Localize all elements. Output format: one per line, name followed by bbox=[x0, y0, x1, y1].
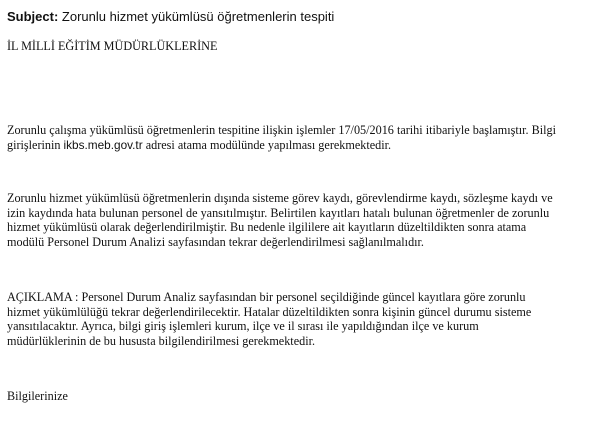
paragraph-line bbox=[7, 138, 597, 153]
paragraph-line: hizmet yükümlüsü olarak değerlendirilmiştir. Bu nedenle ilgililere ait kayıtların düzeltildikten sonra atama bbox=[7, 220, 527, 235]
subject-label: Subject: bbox=[7, 9, 59, 24]
subject-text: Zorunlu hizmet yükümlüsü öğretmenlerin tespiti bbox=[61, 9, 335, 24]
paragraph-line: yansıtılacaktır. Ayrıca, bilgi giriş işlemleri kurum, ilçe ve il sırası ile yapıldığından ilçe ve kurum bbox=[7, 319, 479, 334]
paragraph-line: modülü Personel Durum Analizi sayfasından tekrar değerlendirilmesi sağlanılmalıdır. bbox=[7, 234, 424, 249]
paragraph-start-date bbox=[7, 123, 597, 152]
paragraph-line: hizmet yükümlülüğü tekrar değerlendirilecektir. Hatalar düzeltildikten sonra kişinin güncel durumu sisteme bbox=[7, 304, 532, 319]
addressee: İL MİLLİ EĞİTİM MÜDÜRLÜKLERİNE bbox=[7, 39, 218, 53]
paragraph-records bbox=[7, 191, 597, 249]
paragraph-line: müdürlüklerinin de bu hususta bilgilendirilmesi gerekmektedir. bbox=[7, 333, 316, 348]
ikbs-address: ikbs.meb.gov.tr bbox=[63, 137, 143, 152]
paragraph-explanation bbox=[7, 290, 597, 348]
subject-line bbox=[7, 9, 334, 24]
paragraph-line: AÇIKLAMA : Personel Durum Analiz sayfasından bir personel seçildiğinde güncel kayıtlara göre zorunlu bbox=[7, 290, 526, 304]
paragraph-line: Zorunlu çalışma yükümlüsü öğretmenlerin tespitine ilişkin işlemler 17/05/2016 tarihi itibariyle başlamıştır. Bilgi bbox=[7, 123, 557, 137]
text-fragment: adresi atama modülünde yapılması gerekmektedir. bbox=[142, 137, 392, 152]
text-fragment: girişlerinin bbox=[7, 137, 64, 152]
closing-text: Bilgilerinize bbox=[7, 389, 68, 403]
paragraph-line: izin kaydında hata bulunan personel de yansıtılmıştır. Belirtilen kayıtları hatalı bulunan öğretmenler de zorunlu bbox=[7, 205, 550, 220]
paragraph-line: Zorunlu hizmet yükümlüsü öğretmenlerin dışında sisteme görev kaydı, görevlendirme kaydı, sözleşme kaydı ve bbox=[7, 191, 553, 205]
